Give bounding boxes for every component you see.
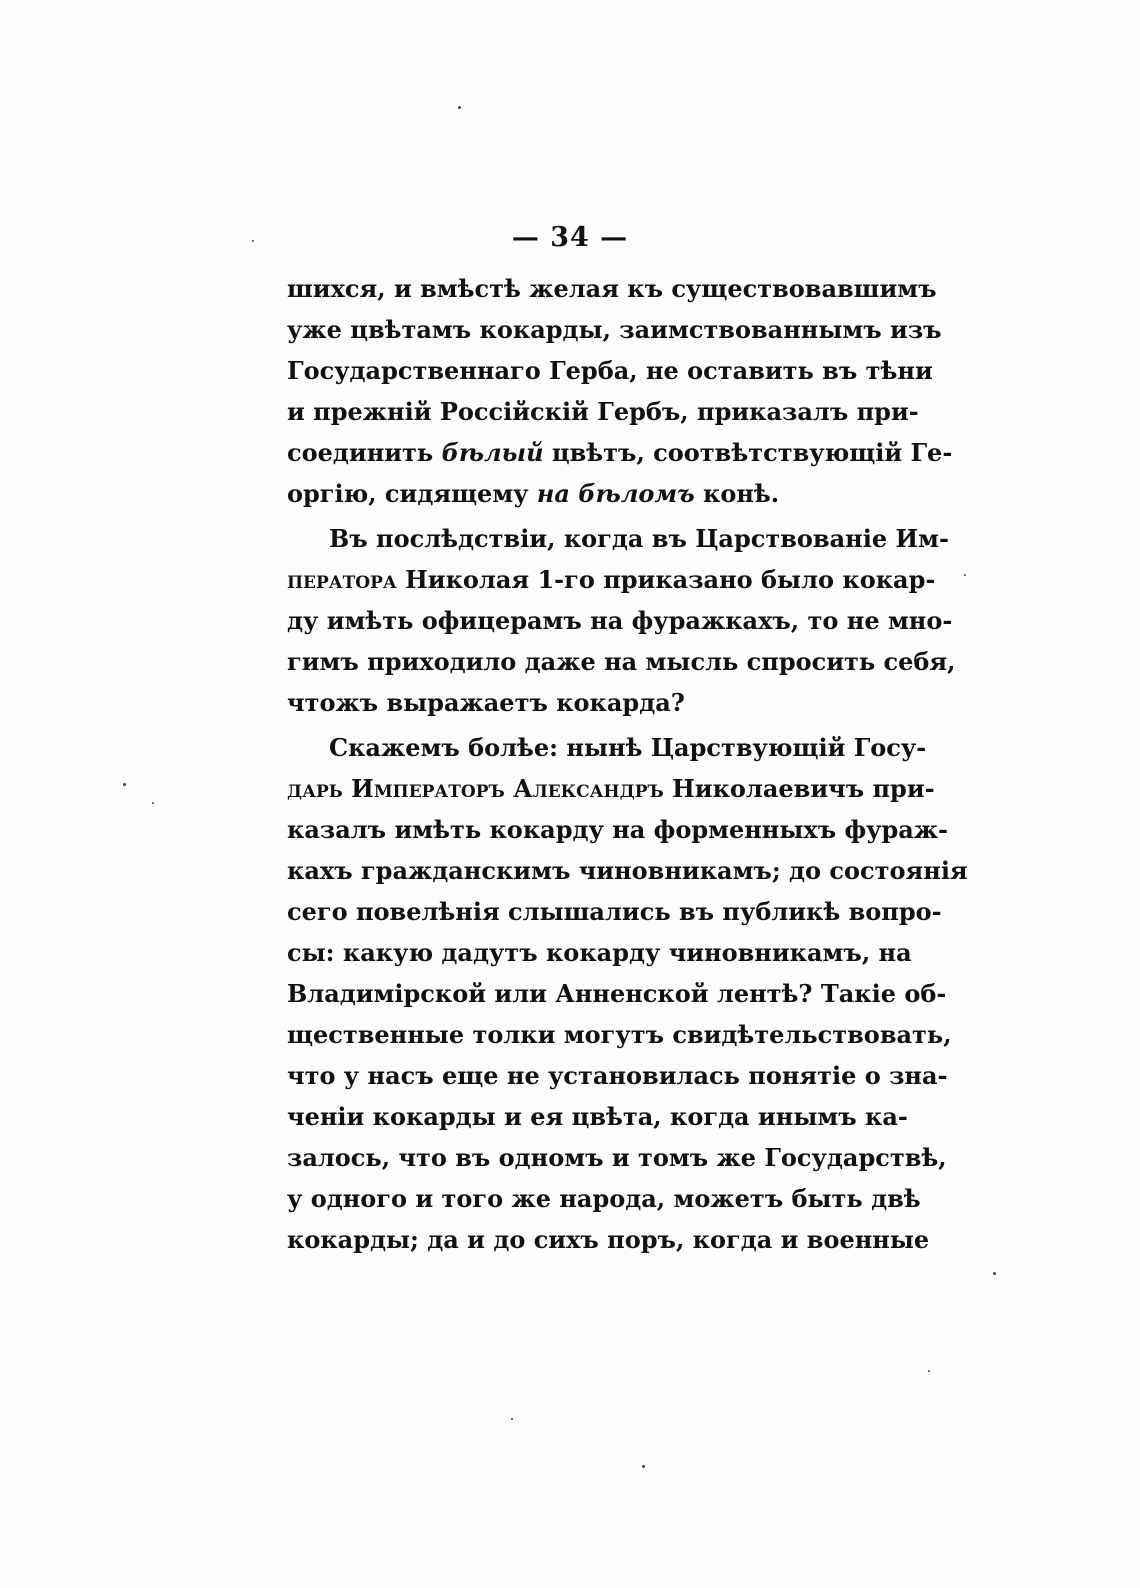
scan-speck (642, 1465, 645, 1468)
text-line: кокарды; да и до сихъ поръ, когда и военные (287, 1225, 930, 1254)
body-text (287, 268, 968, 1260)
small-caps-text: дарь (287, 774, 343, 803)
italic-emphasis: на бѣломъ (536, 479, 695, 508)
text-line: уже цвѣтамъ кокарды, заимствованнымъ изъ (287, 315, 942, 344)
text-line: дарь Императоръ Александръ Николаевичъ при- (287, 774, 935, 803)
text-line: ченіи кокарды и ея цвѣта, когда инымъ ка- (287, 1102, 908, 1131)
scan-speck (964, 574, 966, 576)
italic-emphasis: бѣлый (441, 438, 544, 467)
small-caps-text: Императоръ (351, 774, 505, 803)
text-line: у одного и того же народа, можетъ быть двѣ (287, 1184, 921, 1213)
text-line: Владимірской или Анненской лентѣ? Такіе об- (287, 979, 947, 1008)
text-line: что у насъ еще не установилась понятіе о зна- (287, 1061, 948, 1090)
text-line: ду имѣть офицерамъ на фуражкахъ, то не мно- (287, 606, 953, 635)
text-line: казалъ имѣть кокарду на форменныхъ фураж- (287, 815, 949, 844)
scan-speck (511, 1418, 513, 1420)
paragraph-3 (287, 727, 968, 1260)
scan-speck (993, 1272, 996, 1275)
paragraph-2 (287, 518, 956, 723)
text-line: сего повелѣнія слышались въ публикѣ вопро- (287, 897, 942, 926)
text-line: чтожъ выражаетъ кокарда? (287, 688, 685, 717)
paragraph-1 (287, 268, 953, 514)
text-line: и прежній Россійскій Гербъ, приказалъ при- (287, 397, 919, 426)
scan-speck (928, 1370, 930, 1372)
scan-speck (458, 106, 461, 109)
text-line: гимъ приходило даже на мысль спросить себя, (287, 647, 956, 676)
text-line: соединить бѣлый цвѣтъ, соотвѣтствующій Ге- (287, 438, 953, 467)
text-line: ператора Николая 1-го приказано было кокар- (287, 565, 936, 594)
small-caps-text: ператора (287, 565, 397, 594)
page-number: — 34 — (511, 222, 629, 253)
scan-speck (123, 783, 126, 786)
text-line: Въ послѣдствіи, когда въ Царствованіе Им- (329, 524, 949, 553)
small-caps-text: Александръ (513, 774, 664, 803)
text-line: Государственнаго Герба, не оставить въ тѣни (287, 356, 933, 385)
text-line: залось, что въ одномъ и томъ же Государствѣ, (287, 1143, 947, 1172)
text-line: кахъ гражданскимъ чиновникамъ; до состоянія (287, 856, 968, 885)
text-line: щественные толки могутъ свидѣтельствовать, (287, 1020, 952, 1049)
text-line: шихся, и вмѣстѣ желая къ существовавшимъ (287, 274, 937, 303)
scan-speck (152, 802, 154, 804)
text-line: оргію, сидящему на бѣломъ конѣ. (287, 479, 780, 508)
text-line: сы: какую дадутъ кокарду чиновникамъ, на (287, 938, 912, 967)
scan-speck (252, 240, 254, 242)
text-line: Скажемъ болѣе: нынѣ Царствующій Госу- (329, 733, 927, 762)
